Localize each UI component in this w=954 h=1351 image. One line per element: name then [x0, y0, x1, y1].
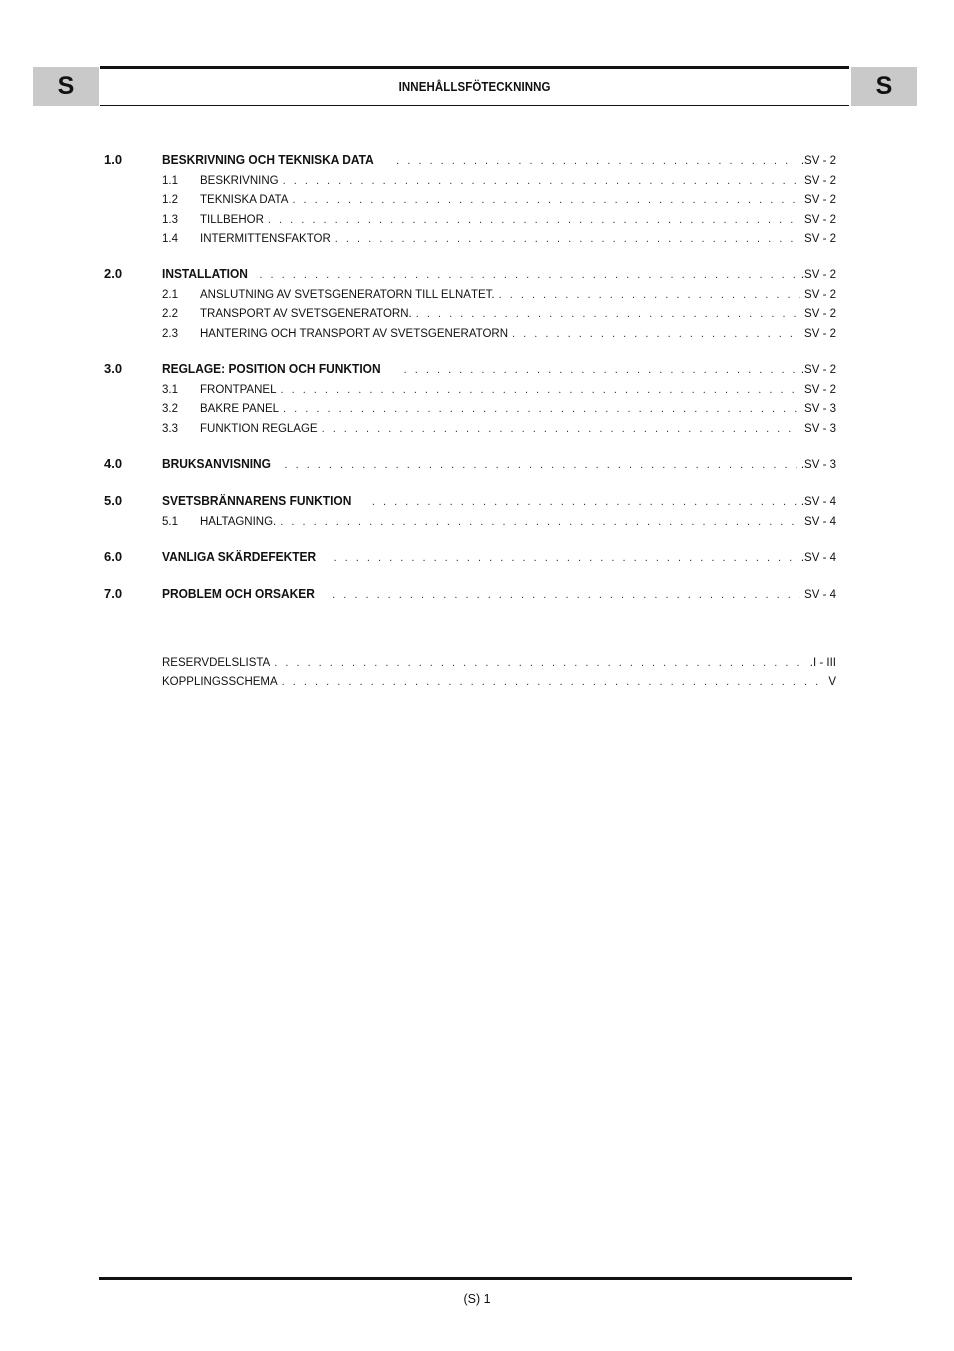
entry-page: .SV - 2	[800, 155, 836, 167]
entry-page: .SV - 4	[800, 495, 836, 508]
toc-subsection-row[interactable]	[104, 308, 836, 327]
dot-leader	[280, 516, 800, 528]
entry-page: SV - 4	[804, 589, 836, 602]
entry-number: 2.0	[104, 266, 123, 282]
dot-leader	[334, 552, 797, 564]
entry-title: TRANSPORT AV SVETSGENERATORN.	[200, 308, 412, 321]
dot-leader	[396, 155, 797, 167]
entry-page: .SV - 4	[800, 552, 836, 565]
entry-title: FUNKTION REGLAGE	[200, 422, 318, 435]
dot-leader	[268, 214, 800, 226]
entry-title: TILLBEHÖR	[200, 213, 264, 226]
entry-page: SV - 2	[804, 289, 836, 302]
entry-page: SV - 2	[804, 327, 836, 340]
entry-number: 1.0	[104, 152, 123, 167]
entry-title: SVETSBRÄNNARENS FUNKTION	[162, 492, 352, 508]
entry-title: INTERMITTENSFAKTOR	[200, 232, 331, 245]
toc-subsection-row[interactable]	[104, 403, 836, 422]
toc-section	[104, 456, 836, 479]
entry-page: SV - 2	[804, 308, 836, 321]
entry-title: HÅLTAGNING.	[200, 515, 277, 528]
dot-leader	[322, 423, 800, 435]
appendix-list	[162, 657, 836, 696]
entry-number: 2.2	[162, 308, 178, 321]
dot-leader	[259, 269, 796, 281]
toc-section-row[interactable]	[104, 266, 836, 289]
toc-subsection-row[interactable]	[104, 384, 836, 403]
toc-section	[104, 266, 836, 347]
dot-leader	[284, 459, 796, 471]
entry-number: 5.1	[162, 515, 178, 528]
entry-page: SV - 2	[804, 194, 836, 207]
entry-title: ANSLUTNING AV SVETSGENERATORN TILL ELNÄTET.	[200, 289, 495, 302]
entry-page: SV - 2	[804, 232, 836, 245]
entry-page: .SV - 3	[800, 458, 836, 471]
entry-page: .SV - 2	[800, 269, 836, 282]
toc-section-row[interactable]	[104, 361, 836, 384]
dot-leader	[512, 328, 800, 340]
toc-section	[104, 152, 836, 252]
page-title: INNEHÅLLSFÖTECKNINNG	[398, 80, 551, 94]
dot-leader	[274, 657, 806, 669]
dot-leader	[283, 175, 800, 187]
dot-leader	[282, 676, 825, 688]
entry-title: RESERVDELSLISTA	[162, 657, 271, 669]
toc-subsection-row[interactable]	[104, 194, 836, 213]
entry-number: 4.0	[104, 455, 123, 471]
entry-title: VANLIGA SKÄRDEFEKTER	[162, 549, 317, 565]
toc-section	[104, 549, 836, 572]
toc-subsection-row[interactable]	[104, 423, 836, 442]
entry-title: BESKRIVNING	[200, 175, 279, 187]
entry-number: 3.0	[104, 361, 123, 377]
entry-page: SV - 2	[804, 213, 836, 226]
toc-section-row[interactable]	[104, 586, 836, 609]
entry-number: 3.3	[162, 422, 178, 435]
entry-title: KOPPLINGSSCHEMA	[162, 676, 278, 689]
toc-section	[104, 586, 836, 609]
entry-title: BAKRE PANEL	[200, 403, 280, 416]
entry-title: TEKNISKA DATA	[200, 194, 289, 207]
toc-section-row[interactable]	[104, 549, 836, 572]
entry-page: .I - III	[809, 657, 836, 669]
entry-page: .SV - 2	[800, 364, 836, 377]
toc-subsection-row[interactable]	[104, 328, 836, 347]
dot-leader	[332, 589, 800, 601]
toc-subsection-row[interactable]	[104, 516, 836, 535]
entry-number: 6.0	[104, 549, 123, 565]
language-tab-left: S	[33, 67, 99, 106]
entry-page: SV - 3	[804, 403, 836, 416]
entry-number: 1.3	[162, 213, 178, 226]
toc-subsection-row[interactable]	[104, 214, 836, 233]
entry-title: INSTALLATION	[162, 266, 248, 282]
entry-page: SV - 4	[804, 515, 836, 528]
entry-number: 2.1	[162, 289, 178, 302]
footer-divider	[99, 1277, 852, 1280]
footer-page-number: (S) 1	[463, 1292, 491, 1306]
dot-leader	[372, 496, 797, 508]
entry-page: SV - 2	[804, 175, 836, 187]
toc-subsection-row[interactable]	[104, 289, 836, 308]
toc-section	[104, 493, 836, 535]
dot-leader	[280, 384, 800, 396]
header-bar	[100, 66, 849, 106]
dot-leader	[404, 364, 797, 376]
toc-subsection-row[interactable]	[104, 175, 836, 194]
entry-title: HANTERING OCH TRANSPORT AV SVETSGENERATORN	[200, 327, 509, 340]
dot-leader	[292, 194, 800, 206]
entry-number: 3.2	[162, 403, 178, 416]
dot-leader	[283, 403, 800, 415]
entry-title: FRONTPANEL	[200, 384, 277, 397]
toc-section-row[interactable]	[104, 152, 836, 175]
dot-leader	[416, 308, 800, 320]
entry-page: SV - 3	[804, 422, 836, 435]
table-of-contents	[104, 152, 836, 623]
toc-subsection-row[interactable]	[104, 233, 836, 252]
appendix-row[interactable]	[162, 657, 836, 676]
appendix-row[interactable]	[162, 676, 836, 695]
entry-number: 5.0	[104, 492, 123, 508]
toc-section-row[interactable]	[104, 493, 836, 516]
entry-number: 1.4	[162, 232, 178, 245]
entry-title: REGLAGE: POSITION OCH FUNKTION	[162, 361, 381, 377]
entry-number: 3.1	[162, 384, 178, 397]
entry-title: BRUKSANVISNING	[162, 455, 271, 471]
entry-number: 1.2	[162, 194, 178, 207]
entry-page: SV - 2	[804, 384, 836, 397]
toc-section	[104, 361, 836, 442]
entry-number: 7.0	[104, 586, 123, 602]
entry-page: V	[828, 676, 836, 689]
entry-title: PROBLEM OCH ORSAKER	[162, 586, 315, 602]
entry-number: 1.1	[162, 175, 178, 187]
dot-leader	[499, 289, 800, 301]
dot-leader	[335, 233, 800, 245]
toc-section-row[interactable]	[104, 456, 836, 479]
entry-title: BESKRIVNING OCH TEKNISKA DATA	[162, 152, 374, 167]
language-tab-right: S	[851, 67, 917, 106]
entry-number: 2.3	[162, 327, 178, 340]
